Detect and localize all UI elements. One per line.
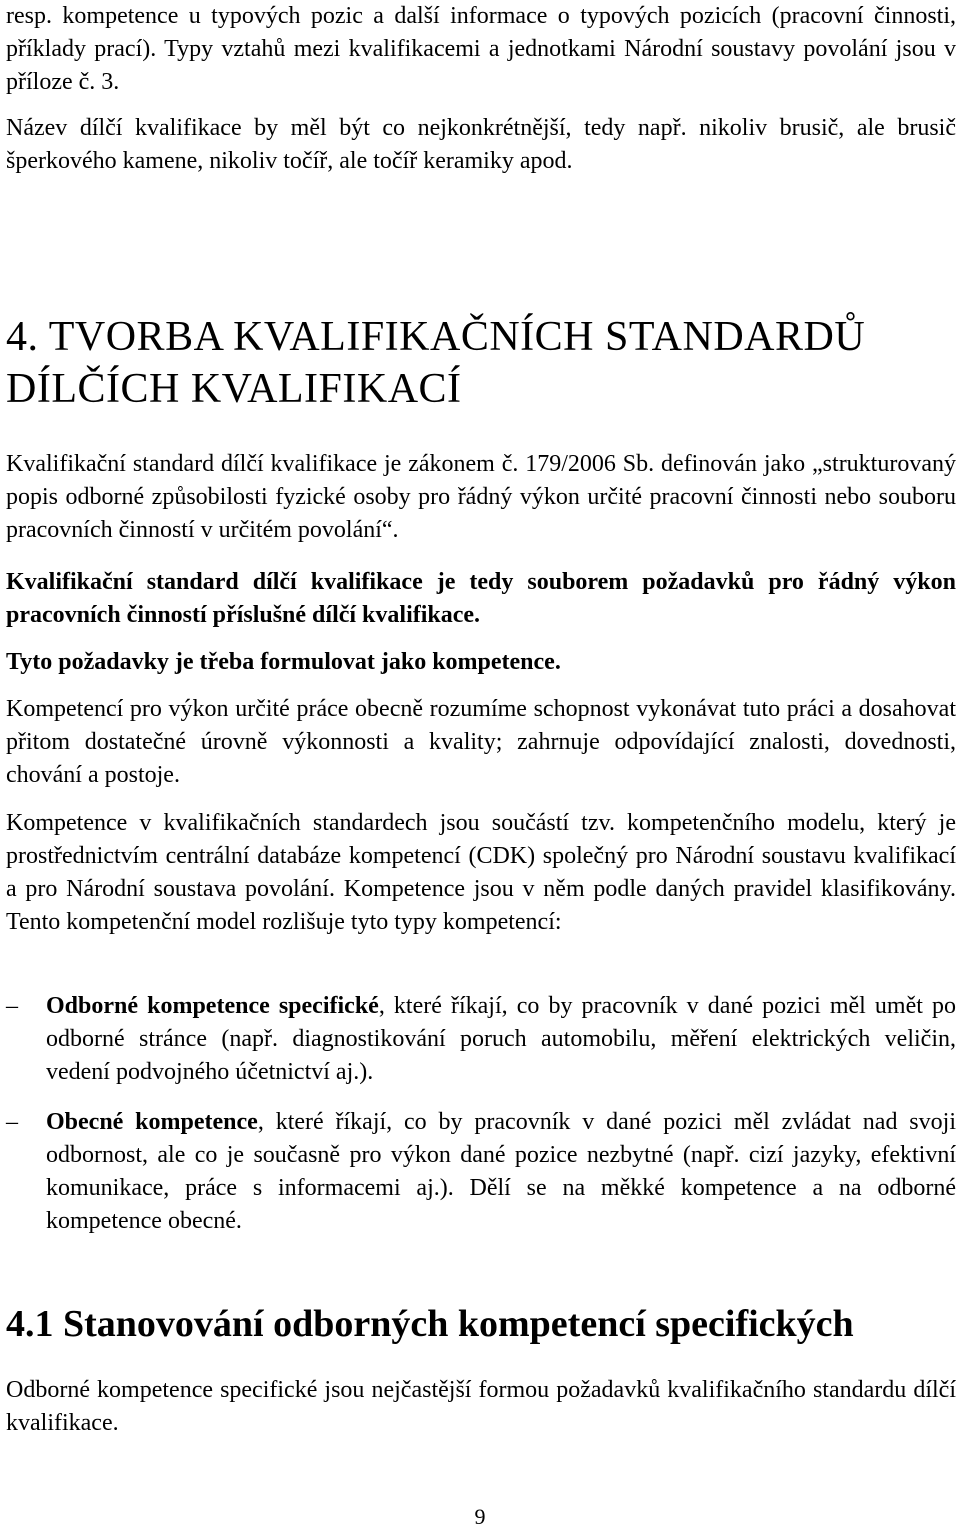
list-item-description: , které říkají, co by pracovník v dané pozici měl umět po odborné stránce (např. diagnostikování poruch automobilu, měření elektrických veličin, vedení podvojného účetnictví aj.). [46, 993, 956, 1085]
name-note-paragraph: Název dílčí kvalifikace by měl být co nejkonkrétnější, tedy např. nikoliv brusič, ale brusič šperkového kamene, nikoliv točíř, ale točíř keramiky apod. [6, 115, 956, 174]
list-item-term: Obecné kompetence [46, 1109, 258, 1135]
list-bullet: – [6, 1109, 18, 1135]
chapter-heading-line2: DÍLČÍCH KVALIFIKACÍ [6, 366, 462, 412]
list-item-description: , které říkají, co by pracovník v dané pozici měl zvládat nad svoji odbornost, ale co je současně pro výkon dané pozice nezbytné (např. cizí jazyky, efektivní komunikace, práce s informacemi aj.). Dělí se na měkké kompetence a na odborné kompetence obecné. [46, 1109, 956, 1234]
page-number: 9 [474, 1504, 486, 1529]
definition-paragraph: Kvalifikační standard dílčí kvalifikace je zákonem č. 179/2006 Sb. definován jako „strukturovaný popis odborné způsobilosti fyzické osoby pro řádný výkon určité pracovní činnosti nebo souboru pracovních činností v určitém povolání“. [6, 451, 956, 543]
chapter-heading-line1: 4. TVORBA KVALIFIKAČNÍCH STANDARDŮ [6, 314, 866, 360]
bold-requirement-paragraph: Tyto požadavky je třeba formulovat jako kompetence. [6, 649, 561, 675]
closing-paragraph: Odborné kompetence specifické jsou nejčastější formou požadavků kvalifikačního standardu dílčí kvalifikace. [6, 1377, 956, 1436]
list-bullet: – [6, 993, 18, 1019]
list-item-term: Odborné kompetence specifické [46, 993, 379, 1019]
competence-definition-paragraph: Kompetencí pro výkon určité práce obecně rozumíme schopnost vykonávat tuto práci a dosahovat přitom dostatečné úrovně výkonnosti a kvality; zahrnuje odpovídající znalosti, dovednosti, chování a postoje. [6, 696, 956, 788]
chapter-heading [6, 311, 956, 415]
intro-paragraph: resp. kompetence u typových pozic a další informace o typových pozicích (pracovní činnosti, příklady prací). Typy vztahů mezi kvalifikacemi a jednotkami Národní soustavy povolání jsou v příloze č. 3. [6, 3, 956, 95]
list-item [6, 990, 956, 1089]
list-item [6, 1106, 956, 1238]
list-item-text [46, 990, 956, 1089]
section-heading: 4.1 Stanovování odborných kompetencí specifických [6, 1303, 854, 1345]
list-item-text [46, 1106, 956, 1238]
competence-model-paragraph: Kompetence v kvalifikačních standardech jsou součástí tzv. kompetenčního modelu, který je prostřednictvím centrální databáze kompetencí (CDK) společný pro Národní soustavu kvalifikací a pro Národní soustava povolání. Kompetence jsou v něm podle daných pravidel klasifikovány. Tento kompetenční model rozlišuje tyto typy kompetencí: [6, 810, 956, 935]
bold-statement-paragraph: Kvalifikační standard dílčí kvalifikace je tedy souborem požadavků pro řádný výkon pracovních činností příslušné dílčí kvalifikace. [6, 569, 956, 628]
